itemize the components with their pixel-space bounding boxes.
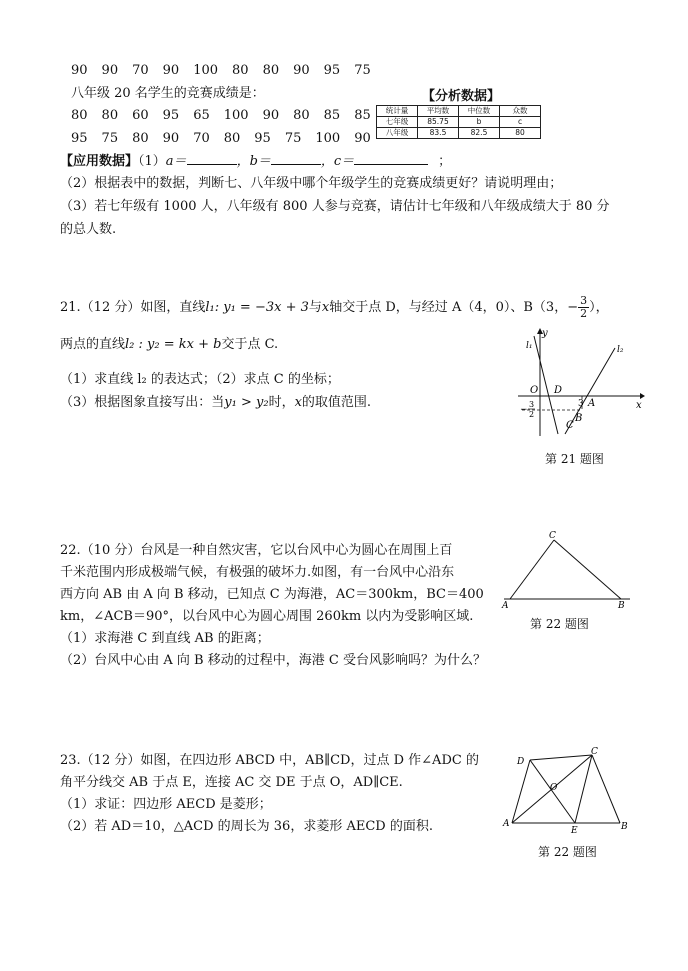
q21-figure	[510, 326, 645, 438]
table-cell: 85.75	[418, 117, 459, 128]
score-value: 95	[323, 63, 341, 78]
label-tick-3: 3	[578, 399, 584, 409]
label-D: D	[554, 385, 563, 396]
q22-sub2: （2）台风中心由 A 向 B 移动的过程中，海港 C 受台风影响吗？为什么？	[60, 653, 486, 668]
score-value: 100	[193, 63, 219, 78]
q22-line1: 22.（10 分）台风是一种自然灾害，它以台风中心为圆心在周围上百	[60, 543, 453, 558]
score-value: 65	[193, 108, 210, 123]
q21-l2-equation: l₂ : y₂ = kx + b	[125, 337, 222, 352]
score-value: 80	[232, 63, 249, 78]
score-value: 80	[262, 63, 280, 78]
score-value: 90	[71, 63, 88, 78]
grade8-scores-row-2	[71, 130, 385, 148]
score-value: 80	[71, 108, 88, 123]
q21-line1	[60, 295, 609, 320]
table-header-row	[377, 106, 541, 117]
score-value: 100	[315, 131, 341, 146]
table-header-cell: 众数	[500, 106, 541, 117]
q23-line1: 23.（12 分）如图，在四边形 ABCD 中，AB∥CD，过点 D 作∠ADC 的	[60, 753, 479, 768]
blank-a	[187, 152, 237, 165]
score-value: 90	[262, 108, 280, 123]
score-value: 60	[132, 108, 149, 123]
fraction-den: 2	[580, 307, 588, 320]
label-E: E	[571, 826, 578, 835]
q1-prefix: （1）	[138, 154, 166, 169]
label-x: x	[636, 400, 642, 411]
table-header-cell: 平均数	[418, 106, 459, 117]
score-value: 95	[254, 131, 271, 146]
grade8-label: 八年级 20 名学生的竞赛成绩是：	[71, 86, 265, 101]
q21-line1-end: ），	[589, 300, 609, 315]
score-value: 90	[293, 63, 310, 78]
table-row	[377, 128, 541, 139]
q21-x-var: x	[321, 300, 330, 315]
score-value: 85	[323, 108, 341, 123]
table-cell: 83.5	[418, 128, 459, 139]
label-frac-num: 3	[529, 400, 535, 409]
q21-text: 时，	[268, 395, 295, 410]
score-value: 70	[193, 131, 210, 146]
label-C: C	[566, 420, 574, 431]
q21-intro: 21.（12 分）如图，直线	[60, 300, 206, 315]
label-D: D	[517, 757, 525, 767]
segment-DC	[530, 755, 592, 760]
score-value: 90	[162, 131, 180, 146]
score-value: 100	[223, 108, 249, 123]
apply-data-line	[60, 152, 451, 171]
q22-line4: km，∠ACB＝90°，以台风中心为圆心周围 260km 以内为受影响区域.	[60, 609, 474, 624]
q23-caption: 第 22 题图	[538, 845, 597, 859]
q21-line2	[60, 336, 278, 354]
label-frac-den: 2	[529, 410, 535, 419]
q23-sub1: （1）求证：四边形 AECD 是菱形；	[60, 797, 272, 812]
score-value: 95	[162, 108, 180, 123]
label-l1: l₁	[526, 341, 533, 351]
blank-c	[354, 152, 428, 165]
q21-caption: 第 21 题图	[545, 452, 604, 466]
q23-line2: 角平分线交 AB 于点 E，连接 AC 交 DE 于点 O，AD∥CE.	[60, 775, 403, 790]
a-label: a＝	[165, 154, 187, 169]
score-value: 80	[132, 131, 149, 146]
score-value: 75	[284, 131, 302, 146]
q21-x-var: x	[294, 395, 302, 410]
label-C: C	[591, 747, 598, 757]
q21-inequality: y₁ > y₂	[224, 395, 269, 410]
label-A: A	[588, 398, 596, 409]
segment-BC	[554, 540, 621, 599]
grade7-scores-row	[71, 62, 385, 80]
q21-text: （3）根据图象直接写出：当	[60, 395, 225, 410]
score-value: 80	[293, 108, 310, 123]
label-y: y	[542, 328, 548, 339]
q22-line3: 西方向 AB 由 A 向 B 移动，已知点 C 为海港，AC＝300km，BC＝400	[60, 587, 484, 602]
score-value: 80	[101, 108, 119, 123]
score-value: 95	[71, 131, 88, 146]
q21-sub1: （1）求直线 l₂ 的表达式；（2）求点 C 的坐标；	[60, 372, 340, 387]
q22-figure	[500, 528, 635, 610]
score-value: 75	[101, 131, 119, 146]
q21-text: 的取值范围.	[301, 395, 372, 410]
label-A: A	[502, 601, 509, 610]
q22-caption: 第 22 题图	[530, 617, 589, 631]
q21-text: 交于点 C.	[221, 337, 279, 352]
q22-line2: 千米范围内形成极端气候，有极强的破坏力.如图，有一台风中心沿东	[60, 565, 455, 580]
label-O: O	[550, 783, 558, 793]
x-axis-arrow-icon	[640, 393, 645, 399]
score-value: 80	[223, 131, 241, 146]
q22-sub1: （1）求海港 C 到直线 AB 的距离；	[60, 631, 270, 646]
segment-CB	[592, 755, 620, 823]
section20-q3-line1: （3）若七年级有 1000 人，八年级有 800 人参与竞赛，请估计七年级和八年级成绩大于 80 分	[60, 199, 610, 214]
table-row	[377, 117, 541, 128]
table-cell: c	[500, 117, 541, 128]
score-value: 90	[101, 63, 119, 78]
label-l2: l₂	[617, 345, 624, 355]
q21-text: 与	[308, 300, 322, 315]
b-label: ，b＝	[236, 154, 271, 169]
segment-AD	[512, 760, 530, 823]
grade8-scores-row-1	[71, 107, 385, 125]
blank-b	[271, 152, 321, 165]
table-cell: 七年级	[377, 117, 418, 128]
score-value: 90	[354, 131, 371, 146]
table-cell: 八年级	[377, 128, 418, 139]
q21-sub3	[60, 394, 371, 412]
label-B: B	[618, 601, 625, 610]
section20-q2: （2）根据表中的数据，判断七、八年级中哪个年级学生的竞赛成绩更好？请说明理由；	[60, 176, 563, 191]
q1-end: ；	[438, 154, 452, 169]
score-value: 75	[354, 63, 371, 78]
q21-text: 两点的直线	[60, 337, 126, 352]
table-cell: 82.5	[459, 128, 500, 139]
q21-text-points: 轴交于点 D，与经过 A（4，0）、B（3，−	[329, 300, 579, 315]
label-neg: −	[520, 405, 528, 415]
fraction-num: 3	[580, 294, 588, 307]
table-header-cell: 统计量	[377, 106, 418, 117]
fraction	[578, 295, 589, 320]
score-value: 90	[162, 63, 180, 78]
section20-q3-line2: 的总人数.	[60, 222, 117, 237]
score-value: 70	[132, 63, 149, 78]
table-cell: b	[459, 117, 500, 128]
segment-AC	[510, 540, 554, 599]
label-C: C	[549, 531, 556, 541]
score-value: 85	[354, 108, 371, 123]
label-O: O	[530, 385, 539, 396]
q23-figure	[500, 743, 635, 835]
segment-CE	[575, 755, 592, 823]
q23-sub2: （2）若 AD＝10，△ACD 的周长为 36，求菱形 AECD 的面积.	[60, 819, 433, 834]
table-cell: 80	[500, 128, 541, 139]
table-header-cell: 中位数	[459, 106, 500, 117]
label-B: B	[621, 822, 628, 832]
analysis-title: 【分析数据】	[422, 89, 501, 104]
label-A: A	[503, 819, 510, 829]
stats-table	[376, 105, 541, 139]
c-label: ，c＝	[320, 154, 355, 169]
apply-data-label: 【应用数据】	[60, 154, 139, 169]
label-B: B	[575, 413, 583, 424]
q21-l1-equation: l₁: y₁ = −3x + 3	[205, 300, 309, 315]
